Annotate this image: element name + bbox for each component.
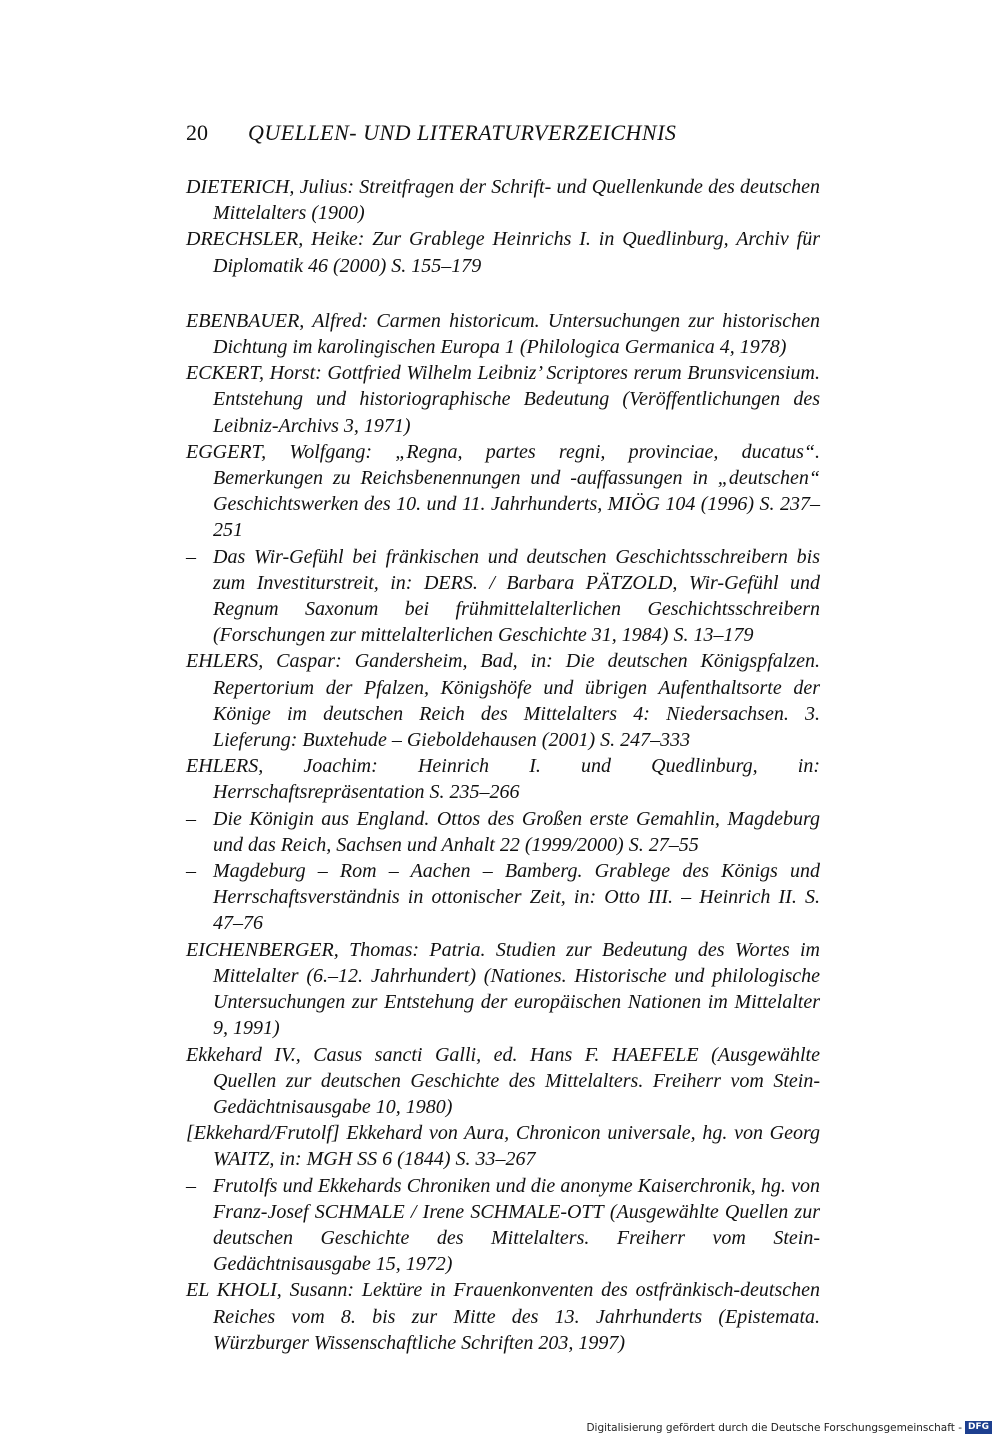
entry-text: Wir-Gefühl und Regnum Saxonum bei frühmittelalterlichen Geschichtsschreibern (Forschungen zur mittelalterlichen Geschichte 31, 1984) S. 13–179 <box>213 571 820 647</box>
entry-text: Ekkehard IV., Casus sancti Galli, ed. Hans F. <box>186 1043 612 1066</box>
entry-text: Caspar: Gandersheim, Bad, in: Die deutschen Königspfalzen. Repertorium der Pfalzen, Königshöfe und übrigen Aufenthaltsorte der Könige im deutschen Reich des Mittelalters 4: Niedersachsen. 3. Lieferung: Buxtehude – Gieboldehausen (2001) S. 247–333 <box>213 650 820 752</box>
entry-text: [Ekkehard/Frutolf] Ekkehard von Aura, Chronicon universale, hg. von Georg <box>186 1122 820 1145</box>
ditto-dash: – <box>186 1174 196 1197</box>
bibliography-subentry <box>186 806 820 858</box>
entry-editor: SCHMALE-OTT <box>470 1200 604 1223</box>
entry-editor: WAITZ, <box>213 1148 275 1171</box>
entry-text: Frutolfs und Ekkehards Chroniken und die anonyme Kaiserchronik, hg. von Franz-Josef <box>213 1174 820 1223</box>
bibliography-entry <box>186 1042 820 1121</box>
bibliography-list <box>186 174 820 1356</box>
bibliography-entry <box>186 226 820 278</box>
entry-editor: PÄTZOLD, <box>585 571 678 594</box>
entry-author: DRECHSLER, <box>186 228 304 251</box>
entry-text: (Ausgewählte Quellen zur deutschen Geschichte des Mittelalters. Freiherr vom Stein-Gedächtnisausgabe 15, 1972) <box>213 1200 821 1276</box>
entry-text: Magdeburg – Rom – Aachen – Bamberg. Grablege des Königs und Herrschaftsverständnis in ottonischer Zeit, in: Otto III. – Heinrich II. S. 47–76 <box>213 860 820 935</box>
dfg-logo: DFG <box>965 1421 992 1434</box>
section-gap <box>186 279 820 308</box>
bibliography-entry <box>186 937 820 1042</box>
bibliography-entry <box>186 174 820 226</box>
entry-text: Julius: Streitfragen der Schrift- und Quellenkunde des deutschen Mittelalters (1900) <box>213 176 820 225</box>
bibliography-entry <box>186 439 820 544</box>
bibliography-entry <box>186 648 820 753</box>
entry-text: / Barbara <box>477 571 586 594</box>
entry-text: / Irene <box>404 1200 471 1223</box>
entry-text: Das Wir-Gefühl bei fränkischen und deutschen Geschichtsschreibern bis zum Investiturstreit, in: <box>213 545 820 594</box>
entry-text: (Ausgewählte Quellen zur deutschen Geschichte des Mittelalters. Freiherr vom Stein-Gedächtnisausgabe 10, 1980) <box>213 1043 820 1118</box>
entry-author: EL KHOLI, <box>186 1279 282 1302</box>
bibliography-entry <box>186 1277 820 1356</box>
entry-author: EGGERT, <box>186 440 267 463</box>
bibliography-subentry <box>186 858 820 937</box>
ditto-dash: – <box>186 807 196 830</box>
entry-author: EICHENBERGER, <box>186 938 339 961</box>
entry-editor: DERS. <box>423 571 478 594</box>
running-title: QUELLEN- UND LITERATURVERZEICHNIS <box>248 120 677 145</box>
entry-author: EBENBAUER, <box>186 309 305 332</box>
bibliography-subentry <box>186 544 820 649</box>
entry-author: EHLERS, <box>186 650 264 673</box>
entry-text: Wolfgang: „Regna, partes regni, provinciae, ducatus“. Bemerkungen zu Reichsbenennungen und -auffassungen in „deutschen“ Geschichtswerken des 10. und 11. Jahrhunderts, MIÖG 104 (1996) S. 237–251 <box>213 440 820 542</box>
entry-text: Joachim: Heinrich I. und Quedlinburg, in: Herrschaftsrepräsentation S. 235–266 <box>213 755 820 804</box>
entry-text: in: MGH SS 6 (1844) S. 33–267 <box>274 1148 536 1171</box>
page-header <box>186 118 826 148</box>
page-number: 20 <box>186 120 208 145</box>
entry-author: EHLERS, <box>186 755 264 778</box>
entry-author: DIETERICH, <box>186 176 295 198</box>
entry-author: ECKERT, <box>186 362 264 385</box>
bibliography-entry <box>186 308 820 360</box>
digitization-footer <box>586 1421 992 1434</box>
entry-editor: HAEFELE <box>611 1043 699 1066</box>
footer-text: Digitalisierung gefördert durch die Deutsche Forschungsgemeinschaft - <box>586 1421 962 1434</box>
entry-text: Susann: Lektüre in Frauenkonventen des ostfränkisch-deutschen Reiches vom 8. bis zur Mitte des 13. Jahrhunderts (Epistemata. Würzburger Wissenschaftliche Schriften 203, 1997) <box>213 1279 820 1354</box>
entry-text: Alfred: Carmen historicum. Untersuchungen zur historischen Dichtung im karolingischen Europa 1 (Philologica Germanica 4, 1978) <box>213 309 820 359</box>
entry-text: Heike: Zur Grablege Heinrichs I. in Quedlinburg, Archiv für Diplomatik 46 (2000) S. 155–179 <box>213 228 820 277</box>
entry-text: Horst: Gottfried Wilhelm Leibniz’ Scriptores rerum Brunsvicensium. Entstehung und historiographische Bedeutung (Veröffentlichungen des Leibniz-Archivs 3, 1971) <box>213 362 820 437</box>
bibliography-entry <box>186 1120 820 1172</box>
bibliography-entry <box>186 360 820 439</box>
bibliography-entry <box>186 753 820 805</box>
entry-editor: SCHMALE <box>314 1200 405 1223</box>
bibliography-subentry <box>186 1173 820 1278</box>
entry-text: Thomas: Patria. Studien zur Bedeutung des Wortes im Mittelalter (6.–12. Jahrhundert) (Nationes. Historische und philologische Untersuchungen zur Entstehung der europäischen Nationen im Mittelalter 9, 1991) <box>213 938 820 1040</box>
ditto-dash: – <box>186 860 196 883</box>
ditto-dash: – <box>186 545 196 568</box>
entry-text: Die Königin aus England. Ottos des Großen erste Gemahlin, Magdeburg und das Reich, Sachsen und Anhalt 22 (1999/2000) S. 27–55 <box>213 807 820 856</box>
